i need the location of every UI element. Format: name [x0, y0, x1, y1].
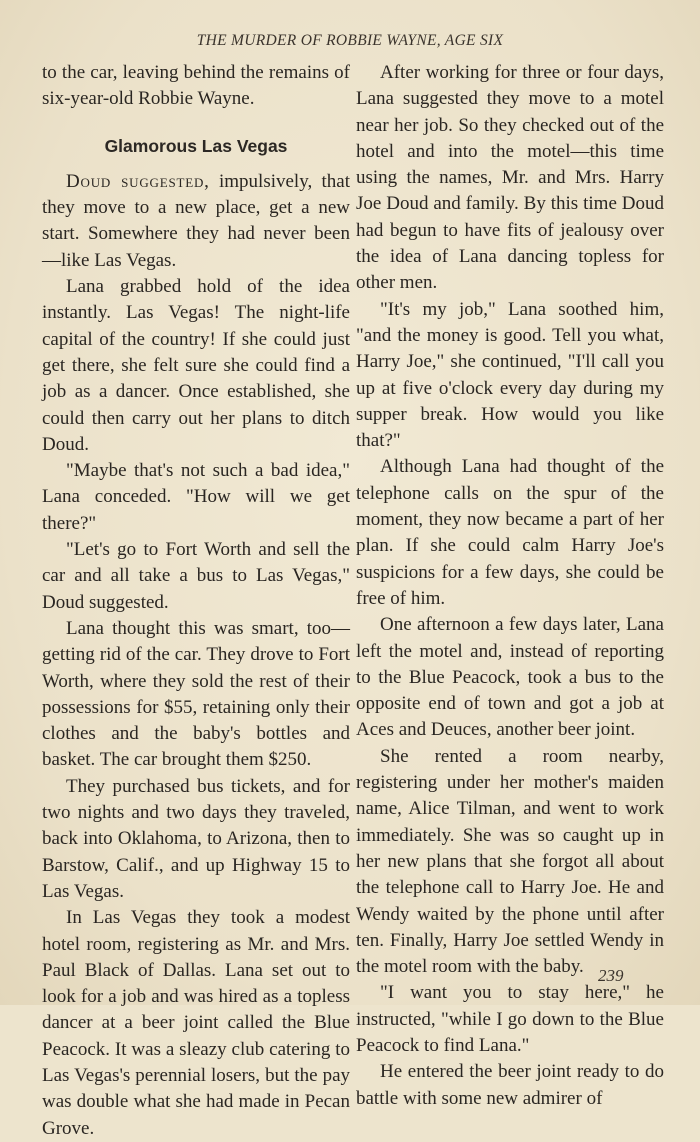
running-head: THE MURDER OF ROBBIE WAYNE, AGE SIX [196, 32, 504, 49]
section-heading: Glamorous Las Vegas [104, 135, 288, 156]
right-column [356, 60, 664, 1112]
paragraph: She rented a room nearby, registering under her mother's maiden name, Alice Tilman, and went to work immediately. She was so caught up in her new plans that she forgot all about the telephone call to Harry Joe. He and Wendy waited by the phone until after ten. Finally, Harry Joe settled Wendy in the motel room with the baby. [356, 745, 664, 978]
left-column [42, 60, 350, 1142]
paragraph [42, 169, 350, 274]
paragraph: In Las Vegas they took a modest hotel room, registering as Mr. and Mrs. Paul Black of Dallas. Lana set out to look for a job and was hired as a topless dancer at a beer joint called the Blue Peacock. It was a sleazy club catering to Las Vegas's perennial losers, but the pay was double what she had made in Pecan Grove. [42, 907, 350, 1139]
paragraph: One afternoon a few days later, Lana left the motel and, instead of reporting to the Blue Peacock, took a bus to the opposite end of town and got a job at Aces and Deuces, another beer joint. [356, 614, 664, 741]
paragraph-continued: to the car, leaving behind the remains of six-year-old Robbie Wayne. [42, 62, 350, 110]
paragraph: Although Lana had thought of the telephone calls on the spur of the moment, they now became a part of her plan. If she could calm Harry Joe's suspicions for a few days, she could be free of him. [356, 456, 664, 609]
paragraph: Lana thought this was smart, too—getting rid of the car. They drove to Fort Worth, where they sold the rest of their possessions for $55, retaining only their clothes and the baby's bottles and basket. The car brought them $250. [42, 617, 350, 771]
paragraph: They purchased bus tickets, and for two nights and two days they traveled, back into Oklahoma, to Arizona, then to Barstow, Calif., and up Highway 15 to Las Vegas. [42, 775, 350, 902]
paragraph: "Let's go to Fort Worth and sell the car and all take a bus to Las Vegas," Doud suggested. [42, 539, 350, 613]
page-number: 239 [598, 966, 624, 985]
paragraph-text: impulsively, that they move to a new place, get a new start. Somewhere they had never been—like Las Vegas. [42, 170, 350, 271]
paragraph: "Maybe that's not such a bad idea," Lana conceded. "How will we get there?" [42, 460, 350, 534]
paragraph: "I want you to stay here," he instructed, "while I go down to the Blue Peacock to find Lana." [356, 982, 664, 1056]
paragraph: "It's my job," Lana soothed him, "and the money is good. Tell you what, Harry Joe," she continued, "I'll call you up at five o'clock every day during my supper break. How would you like that?" [356, 298, 664, 452]
paragraph: He entered the beer joint ready to do battle with some new admirer of [356, 1061, 664, 1109]
lead-in-smallcaps: Doud suggested, [66, 170, 210, 192]
paragraph: After working for three or four days, Lana suggested they move to a motel near her job. So they checked out of the hotel and into the motel—this time using the names, Mr. and Mrs. Harry Joe Doud and family. By this time Doud had begun to have fits of jealousy over the idea of Lana dancing topless for other men. [356, 62, 664, 294]
paragraph: Lana grabbed hold of the idea instantly. Las Vegas! The night-life capital of the country! If she could just get there, she felt sure she could find a job as a dancer. Once established, she could then carry out her plans to ditch Doud. [42, 276, 350, 455]
